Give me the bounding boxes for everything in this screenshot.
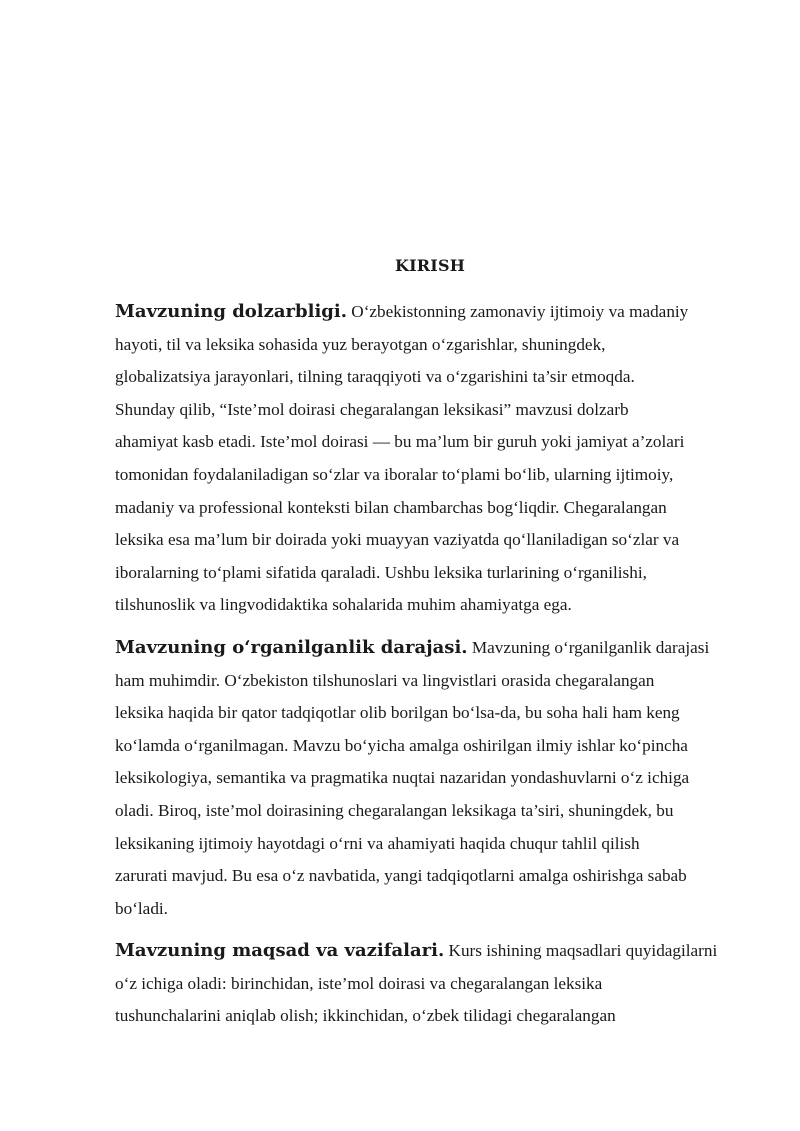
paragraph-line: leksikologiya, semantika va pragmatika nuqtai nazaridan yondashuvlarni o‘z ichiga [115, 768, 690, 788]
paragraph-line: hayoti, til va leksika sohasida yuz berayotgan o‘zgarishlar, shuningdek, [115, 334, 606, 354]
paragraph-line: leksika haqida bir qator tadqiqotlar olib borilgan bo‘lsa-da, bu soha hali ham keng [115, 703, 680, 723]
paragraph-line: tushunchalarini aniqlab olish; ikkinchidan, o‘zbek tilidagi chegaralangan [115, 1006, 616, 1026]
paragraph-line: leksikaning ijtimoiy hayotdagi o‘rni va ahamiyati haqida chuqur tahlil qilish [115, 833, 640, 853]
paragraph-line [115, 935, 745, 968]
paragraph-line [115, 632, 745, 665]
paragraph-line: o‘z ichiga oladi: birinchidan, iste’mol doirasi va chegaralangan leksika [115, 973, 603, 993]
paragraph-line: globalizatsiya jarayonlari, tilning taraqqiyoti va o‘zgarishini ta’sir etmoqda. [115, 367, 635, 387]
paragraph-text: Mavzuning o‘rganilganlik darajasi [467, 638, 710, 657]
paragraph-line: iboralarning to‘plami sifatida qaraladi. Ushbu leksika turlarining o‘rganilishi, [115, 562, 647, 582]
section-heading: Mavzuning dolzarbligi. [115, 301, 347, 322]
paragraph-line: oladi. Biroq, iste’mol doirasining chegaralangan leksikaga ta’siri, shuningdek, bu [115, 800, 674, 820]
section-heading: Mavzuning o‘rganilganlik darajasi. [115, 637, 468, 658]
paragraph-line: ahamiyat kasb etadi. Iste’mol doirasi — bu ma’lum bir guruh yoki jamiyat a’zolari [115, 432, 685, 452]
paragraph-line [115, 296, 745, 329]
paragraph-line: leksika esa ma’lum bir doirada yoki muayyan vaziyatda qo‘llaniladigan so‘zlar va [115, 530, 680, 550]
section-relevance [115, 296, 745, 622]
paragraph-text: O‘zbekistonning zamonaviy ijtimoiy va madaniy [346, 302, 689, 321]
paragraph-text: Kurs ishining maqsadlari quyidagilarni [444, 941, 718, 960]
paragraph-line: zarurati mavjud. Bu esa o‘z navbatida, yangi tadqiqotlarni amalga oshirishga sabab [115, 866, 687, 886]
paragraph-line: ko‘lamda o‘rganilmagan. Mavzu bo‘yicha amalga oshirilgan ilmiy ishlar ko‘pincha [115, 735, 688, 755]
section-study-degree [115, 632, 745, 925]
paragraph-line: ham muhimdir. O‘zbekiston tilshunoslari va lingvistlari orasida chegaralangan [115, 670, 655, 690]
paragraph-line: bo‘ladi. [115, 898, 168, 918]
page-title: KIRISH [394, 256, 466, 275]
paragraph-line: Shunday qilib, “Iste’mol doirasi chegaralangan leksikasi” mavzusi dolzarb [115, 399, 629, 419]
paragraph-line: madaniy va professional konteksti bilan chambarchas bog‘liqdir. Chegaralangan [115, 497, 667, 517]
section-goals [115, 935, 745, 1033]
paragraph-line: tilshunoslik va lingvodidaktika sohalarida muhim ahamiyatga ega. [115, 595, 572, 615]
section-heading: Mavzuning maqsad va vazifalari. [115, 940, 445, 961]
paragraph-line: tomonidan foydalaniladigan so‘zlar va iboralar to‘plami bo‘lib, ularning ijtimoiy, [115, 464, 674, 484]
